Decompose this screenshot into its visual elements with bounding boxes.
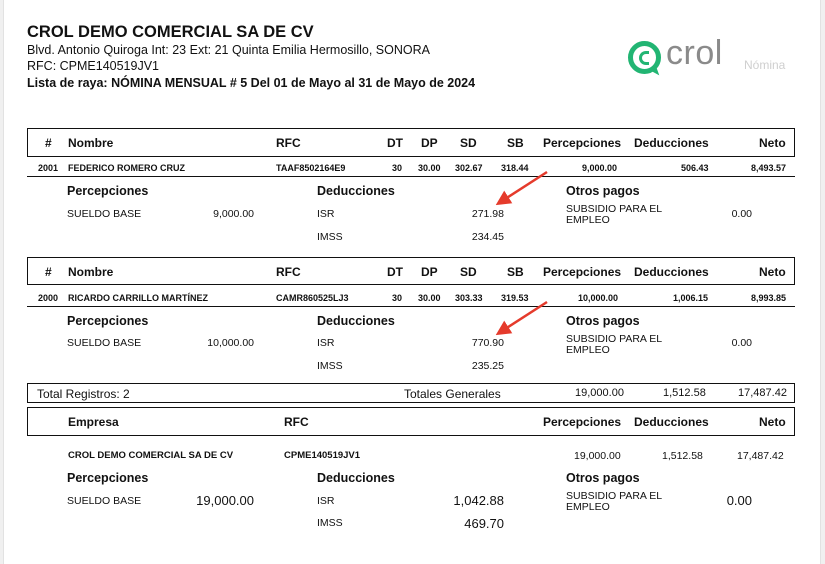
- col-deductions: Deducciones: [634, 136, 709, 150]
- employee-net: 8,493.57: [751, 163, 787, 173]
- col-num: #: [45, 265, 52, 279]
- col-net: Neto: [759, 265, 786, 279]
- other-item-amount: 0.00: [731, 337, 752, 349]
- deductions-heading: Deducciones: [317, 471, 395, 485]
- employee-num: 2000: [38, 293, 59, 303]
- col-rfc: RFC: [284, 415, 309, 429]
- col-rfc: RFC: [276, 265, 301, 279]
- payroll-report-page: [3, 0, 821, 564]
- col-company: Empresa: [68, 415, 119, 429]
- employee-perceptions: 10,000.00: [578, 293, 619, 303]
- total-deductions: 1,512.58: [663, 387, 706, 399]
- annotation-arrows: [4, 0, 822, 564]
- other-item-label: SUBSIDIO PARA EL: [566, 203, 663, 215]
- employee-sb: 318.44: [501, 163, 529, 173]
- employee-sd: 303.33: [455, 293, 483, 303]
- employee-name: RICARDO CARRILLO MARTÍNEZ: [68, 293, 208, 303]
- logo-brand-text: crol: [666, 34, 723, 72]
- summary-net: 17,487.42: [737, 450, 784, 462]
- summary-rfc: CPME140519JV1: [284, 450, 361, 461]
- other-payments-heading: Otros pagos: [566, 471, 640, 485]
- col-sb: SB: [507, 265, 524, 279]
- deduction-item-label: IMSS: [317, 517, 343, 529]
- other-item-label: SUBSIDIO PARA EL: [566, 333, 663, 345]
- employee-deductions: 1,006.15: [673, 293, 709, 303]
- perception-item-label: SUELDO BASE: [67, 495, 142, 507]
- col-sb: SB: [507, 136, 524, 150]
- deduction-item-label: ISR: [317, 337, 335, 349]
- col-net: Neto: [759, 415, 786, 429]
- deduction-item-label: ISR: [317, 495, 335, 507]
- other-payments-heading: Otros pagos: [566, 184, 640, 198]
- general-totals-label: Totales Generales: [404, 387, 501, 401]
- col-name: Nombre: [68, 136, 114, 150]
- employee-dt: 30: [392, 163, 403, 173]
- deduction-item-amount: 1,042.88: [453, 493, 504, 508]
- perception-item-amount: 9,000.00: [213, 208, 254, 220]
- other-item-amount: 0.00: [726, 493, 752, 508]
- employee-dt: 30: [392, 293, 403, 303]
- company-name: CROL DEMO COMERCIAL SA DE CV: [27, 23, 314, 41]
- employee-num: 2001: [38, 163, 59, 173]
- company-address: Blvd. Antonio Quiroga Int: 23 Ext: 21 Quinta Emilia Hermosillo, SONORA: [27, 43, 430, 57]
- col-dp: DP: [421, 265, 438, 279]
- deduction-item-amount: 234.45: [471, 231, 504, 243]
- employee-rfc: CAMR860525LJ3: [276, 293, 349, 303]
- perceptions-heading: Percepciones: [67, 471, 149, 485]
- deduction-item-amount: 770.90: [471, 337, 504, 349]
- employee-perceptions: 9,000.00: [582, 163, 618, 173]
- payroll-title: Lista de raya: NÓMINA MENSUAL # 5 Del 01 de Mayo al 31 de Mayo de 2024: [27, 76, 476, 90]
- col-sd: SD: [460, 265, 477, 279]
- logo-product-text: Nómina: [744, 58, 786, 72]
- deduction-item-label: ISR: [317, 208, 335, 220]
- employee-deductions: 506.43: [681, 163, 709, 173]
- deductions-heading: Deducciones: [317, 184, 395, 198]
- col-deductions: Deducciones: [634, 415, 709, 429]
- other-item-label: EMPLEO: [566, 344, 610, 356]
- col-deductions: Deducciones: [634, 265, 709, 279]
- employee-dp: 30.00: [418, 293, 441, 303]
- col-dt: DT: [387, 136, 403, 150]
- perceptions-heading: Percepciones: [67, 184, 149, 198]
- other-item-label: SUBSIDIO PARA EL: [566, 490, 663, 502]
- summary-perceptions: 19,000.00: [574, 450, 621, 462]
- perception-item-label: SUELDO BASE: [67, 337, 142, 349]
- col-dp: DP: [421, 136, 438, 150]
- other-payments-heading: Otros pagos: [566, 314, 640, 328]
- red-arrow-icon: [502, 302, 547, 331]
- col-rfc: RFC: [276, 136, 301, 150]
- employee-name: FEDERICO ROMERO CRUZ: [68, 163, 185, 173]
- red-arrow-icon: [502, 172, 547, 201]
- perception-item-amount: 10,000.00: [207, 337, 254, 349]
- col-dt: DT: [387, 265, 403, 279]
- col-net: Neto: [759, 136, 786, 150]
- deduction-item-label: IMSS: [317, 231, 343, 243]
- col-name: Nombre: [68, 265, 114, 279]
- employee-rfc: TAAF8502164E9: [276, 163, 346, 173]
- col-perceptions: Percepciones: [543, 265, 622, 279]
- deduction-item-amount: 271.98: [471, 208, 504, 220]
- deductions-heading: Deducciones: [317, 314, 395, 328]
- perception-item-amount: 19,000.00: [196, 493, 254, 508]
- col-perceptions: Percepciones: [543, 136, 622, 150]
- total-records: Total Registros: 2: [37, 387, 130, 401]
- company-rfc: RFC: CPME140519JV1: [27, 59, 160, 73]
- other-item-label: EMPLEO: [566, 214, 610, 226]
- other-item-amount: 0.00: [731, 208, 752, 220]
- employee-dp: 30.00: [418, 163, 441, 173]
- col-sd: SD: [460, 136, 477, 150]
- total-net: 17,487.42: [738, 387, 787, 399]
- total-perceptions: 19,000.00: [575, 387, 624, 399]
- employee-sd: 302.67: [455, 163, 483, 173]
- employee-sb: 319.53: [501, 293, 529, 303]
- perception-item-label: SUELDO BASE: [67, 208, 142, 220]
- deduction-item-amount: 469.70: [464, 516, 504, 531]
- summary-deductions: 1,512.58: [662, 450, 703, 462]
- summary-company: CROL DEMO COMERCIAL SA DE CV: [68, 450, 234, 461]
- perceptions-heading: Percepciones: [67, 314, 149, 328]
- deduction-item-label: IMSS: [317, 360, 343, 372]
- other-item-label: EMPLEO: [566, 501, 610, 513]
- employee-net: 8,993.85: [751, 293, 787, 303]
- col-perceptions: Percepciones: [543, 415, 622, 429]
- deduction-item-amount: 235.25: [471, 360, 504, 372]
- col-num: #: [45, 136, 52, 150]
